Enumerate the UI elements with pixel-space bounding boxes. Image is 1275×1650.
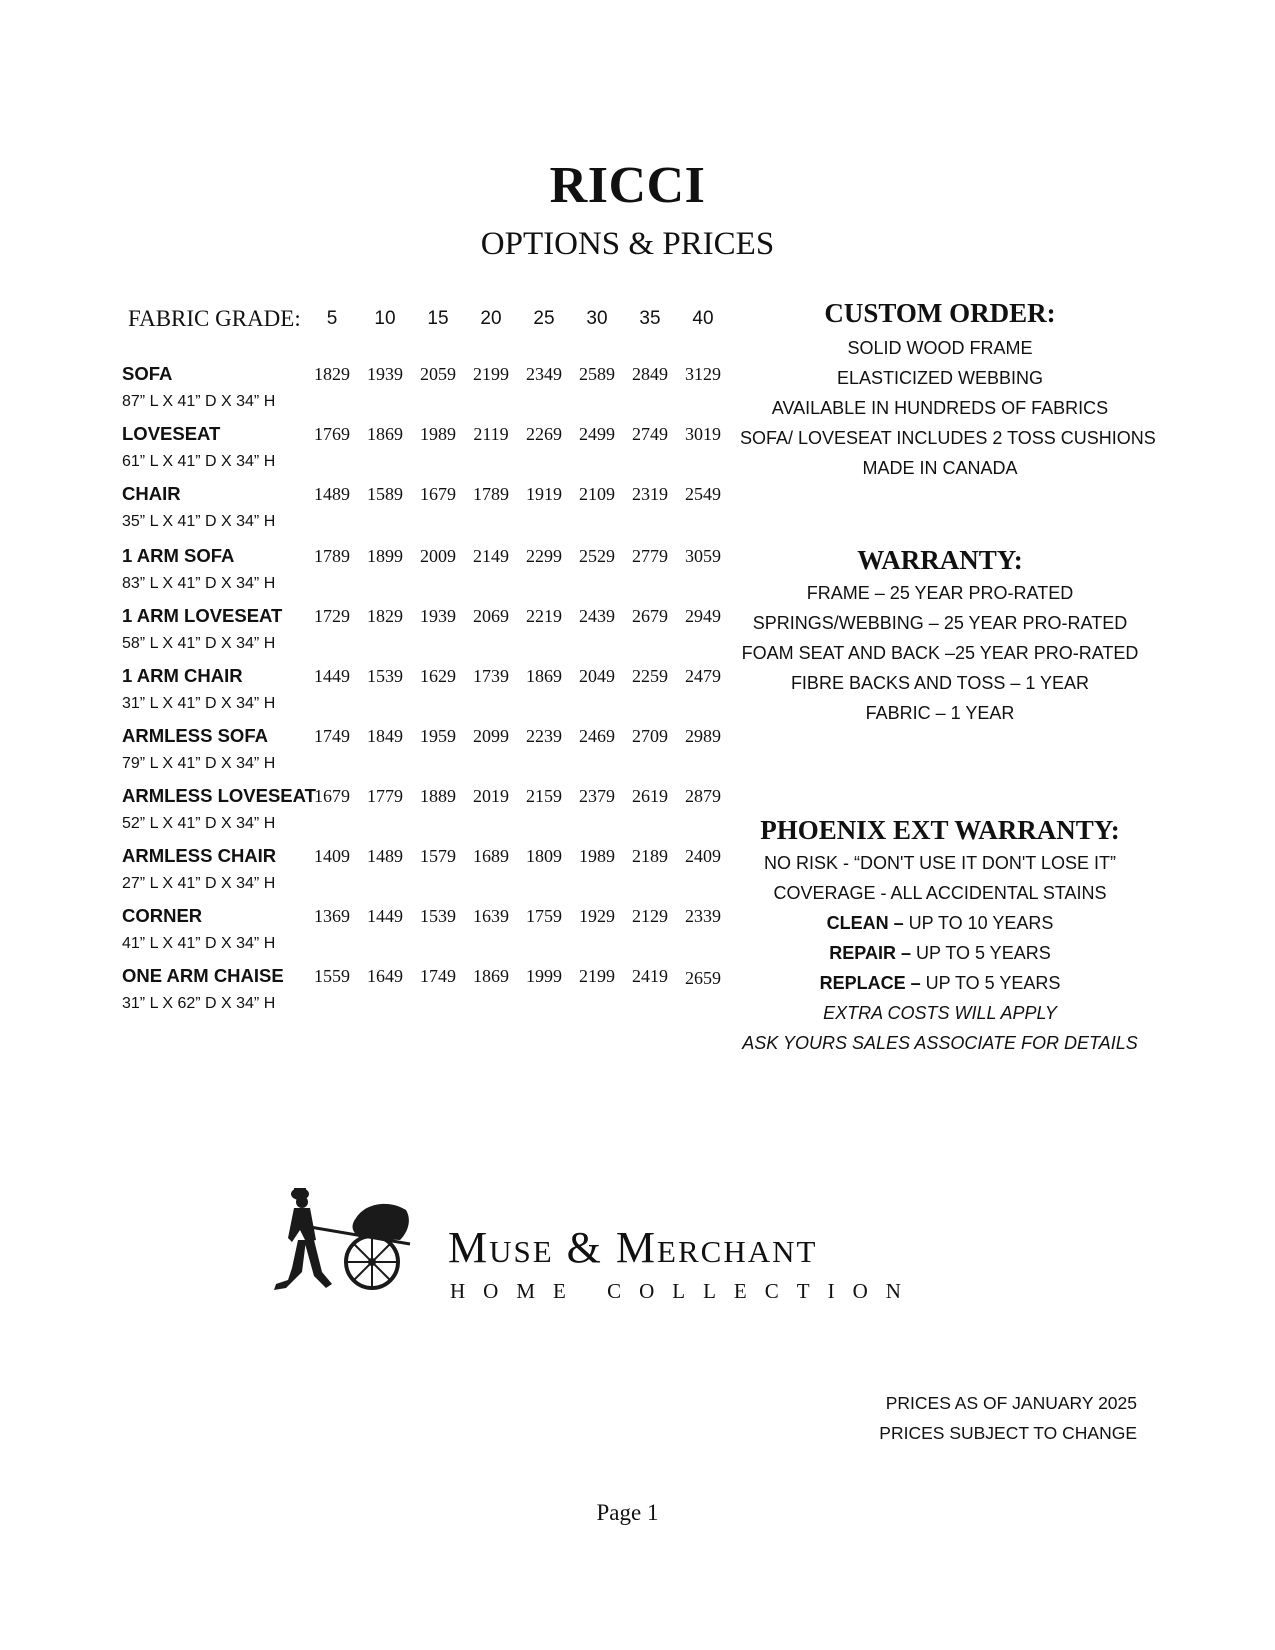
price-cell: 1829 [367,606,403,626]
price-cell: 1989 [420,424,456,444]
price-cell: 2119 [473,424,509,444]
grade-header: 40 [692,308,714,329]
price-cell: 1679 [314,786,350,806]
price-cell: 1749 [314,726,350,746]
price-cell: 2269 [526,424,562,444]
price-cell: 1829 [314,364,350,384]
price-cell: 1449 [367,906,403,926]
price-cell: 2109 [579,484,615,504]
price-cell: 2619 [632,786,668,806]
clean-label: CLEAN – [826,913,904,933]
product-dimensions: 31” L X 41” D X 34” H [122,695,276,712]
price-cell: 2659 [685,968,721,988]
custom-order-line: ELASTICIZED WEBBING [836,368,1044,388]
repair-label: REPAIR – [829,943,911,963]
prices-date-note: PRICES AS OF JANUARY 2025 [885,1393,1137,1413]
price-cell: 2779 [632,546,668,566]
grade-header: 35 [639,308,661,329]
brand-tagline: HOME COLLECTION [450,1279,919,1303]
price-cell: 1629 [420,666,456,686]
phoenix-replace [740,973,1140,994]
product-name: CHAIR [122,483,181,504]
price-cell: 1959 [420,726,456,746]
price-cell: 1539 [420,906,456,926]
price-cell: 2349 [526,364,562,384]
price-cell: 2709 [632,726,668,746]
price-cell: 2049 [579,666,615,686]
price-cell: 1409 [314,846,350,866]
phoenix-line: COVERAGE - ALL ACCIDENTAL STAINS [773,883,1107,903]
product-dimensions: 31” L X 62” D X 34” H [122,995,276,1012]
price-cell: 2009 [420,546,456,566]
clean-value: UP TO 10 YEARS [908,913,1054,933]
price-cell: 1559 [314,966,350,986]
price-cell: 1649 [367,966,403,986]
prices-change-note: PRICES SUBJECT TO CHANGE [879,1423,1137,1443]
price-cell: 2299 [526,546,562,566]
price-cell: 1729 [314,606,350,626]
price-cell: 1869 [526,666,562,686]
phoenix-repair [740,943,1140,964]
product-name: ARMLESS CHAIR [122,845,277,866]
grade-header: 10 [374,308,396,329]
price-cell: 1809 [526,846,562,866]
price-cell: 1449 [314,666,350,686]
product-dimensions: 79” L X 41” D X 34” H [122,755,276,772]
product-dimensions: 58” L X 41” D X 34” H [122,635,276,652]
price-cell: 2099 [473,726,509,746]
price-cell: 2019 [473,786,509,806]
price-cell: 1889 [420,786,456,806]
price-cell: 2159 [526,786,562,806]
product-dimensions: 41” L X 41” D X 34” H [122,935,276,952]
price-cell: 1769 [314,424,350,444]
warranty-line: FRAME – 25 YEAR PRO-RATED [806,583,1074,603]
replace-label: REPLACE – [819,973,921,993]
price-cell: 1539 [367,666,403,686]
price-cell: 1869 [367,424,403,444]
grade-header: 5 [326,308,338,329]
page-title: RICCI [549,157,706,214]
price-cell: 2679 [632,606,668,626]
price-cell: 2189 [632,846,668,866]
price-cell: 2319 [632,484,668,504]
price-cell: 1989 [579,846,615,866]
grade-header: 25 [533,308,555,329]
warranty-line: FOAM SEAT AND BACK –25 YEAR PRO-RATED [741,643,1139,663]
product-dimensions: 27” L X 41” D X 34” H [122,875,276,892]
price-cell: 2989 [685,726,721,746]
repair-value: UP TO 5 YEARS [915,943,1051,963]
page-subtitle: OPTIONS & PRICES [480,226,775,262]
price-cell: 1939 [367,364,403,384]
grade-header: 15 [427,308,449,329]
price-cell: 2499 [579,424,615,444]
price-cell: 3019 [685,424,721,444]
price-cell: 2219 [526,606,562,626]
phoenix-heading: PHOENIX EXT WARRANTY: [760,815,1120,845]
price-cell: 1759 [526,906,562,926]
price-cell: 3059 [685,546,721,566]
cart-puller-logo-icon [270,1180,430,1310]
price-cell: 2199 [579,966,615,986]
price-cell: 1779 [367,786,403,806]
product-dimensions: 35” L X 41” D X 34” H [122,513,276,530]
product-name: LOVESEAT [122,423,221,444]
product-name: CORNER [122,905,203,926]
price-cell: 1939 [420,606,456,626]
product-dimensions: 61” L X 41” D X 34” H [122,453,276,470]
price-cell: 1929 [579,906,615,926]
price-cell: 2199 [473,364,509,384]
price-cell: 2439 [579,606,615,626]
phoenix-line: NO RISK - “DON'T USE IT DON'T LOSE IT” [764,853,1116,873]
price-cell: 2059 [420,364,456,384]
price-cell: 1489 [367,846,403,866]
price-cell: 2479 [685,666,721,686]
price-cell: 2069 [473,606,509,626]
price-cell: 2379 [579,786,615,806]
custom-order-line: MADE IN CANADA [862,458,1018,478]
price-cell: 1849 [367,726,403,746]
product-name: ARMLESS SOFA [122,725,268,746]
replace-value: UP TO 5 YEARS [925,973,1061,993]
price-cell: 1589 [367,484,403,504]
grade-header: 20 [480,308,502,329]
price-cell: 3129 [685,364,721,384]
price-cell: 1869 [473,966,509,986]
price-cell: 2409 [685,846,721,866]
price-cell: 1739 [473,666,509,686]
grade-header: 30 [586,308,608,329]
product-name: 1 ARM LOVESEAT [122,605,283,626]
price-cell: 1789 [473,484,509,504]
price-cell: 2129 [632,906,668,926]
price-cell: 2749 [632,424,668,444]
price-cell: 1369 [314,906,350,926]
price-cell: 2419 [632,966,668,986]
brand-name: Muse & Merchant [448,1223,818,1272]
price-cell: 1789 [314,546,350,566]
price-cell: 2549 [685,484,721,504]
price-cell: 2529 [579,546,615,566]
price-cell: 1639 [473,906,509,926]
price-cell: 1689 [473,846,509,866]
price-cell: 1899 [367,546,403,566]
custom-order-line: SOFA/ LOVESEAT INCLUDES 2 TOSS CUSHIONS [740,428,1156,448]
price-cell: 1579 [420,846,456,866]
product-name: 1 ARM SOFA [122,545,235,566]
price-cell: 2239 [526,726,562,746]
phoenix-ask: ASK YOURS SALES ASSOCIATE FOR DETAILS [742,1033,1138,1053]
page-number: Page 1 [596,1500,659,1525]
product-name: 1 ARM CHAIR [122,665,243,686]
custom-order-line: SOLID WOOD FRAME [847,338,1033,358]
warranty-line: FIBRE BACKS AND TOSS – 1 YEAR [790,673,1090,693]
product-name: SOFA [122,363,173,384]
product-dimensions: 87” L X 41” D X 34” H [122,393,276,410]
price-cell: 2879 [685,786,721,806]
custom-order-heading: CUSTOM ORDER: [824,298,1056,328]
price-cell: 2149 [473,546,509,566]
price-cell: 1489 [314,484,350,504]
phoenix-clean [740,913,1140,934]
product-name: ONE ARM CHAISE [122,965,284,986]
price-cell: 2469 [579,726,615,746]
price-cell: 2589 [579,364,615,384]
custom-order-line: AVAILABLE IN HUNDREDS OF FABRICS [771,398,1109,418]
warranty-line: SPRINGS/WEBBING – 25 YEAR PRO-RATED [752,613,1128,633]
price-cell: 1999 [526,966,562,986]
price-cell: 2949 [685,606,721,626]
warranty-heading: WARRANTY: [857,545,1023,575]
product-dimensions: 52” L X 41” D X 34” H [122,815,276,832]
warranty-line: FABRIC – 1 YEAR [865,703,1015,723]
price-cell: 2259 [632,666,668,686]
price-cell: 2339 [685,906,721,926]
price-cell: 2849 [632,364,668,384]
price-cell: 1749 [420,966,456,986]
price-cell: 1679 [420,484,456,504]
phoenix-extra: EXTRA COSTS WILL APPLY [823,1003,1057,1023]
product-dimensions: 83” L X 41” D X 34” H [122,575,276,592]
fabric-grade-label: FABRIC GRADE: [128,306,301,331]
product-name: ARMLESS LOVESEAT [122,785,316,806]
price-cell: 1919 [526,484,562,504]
